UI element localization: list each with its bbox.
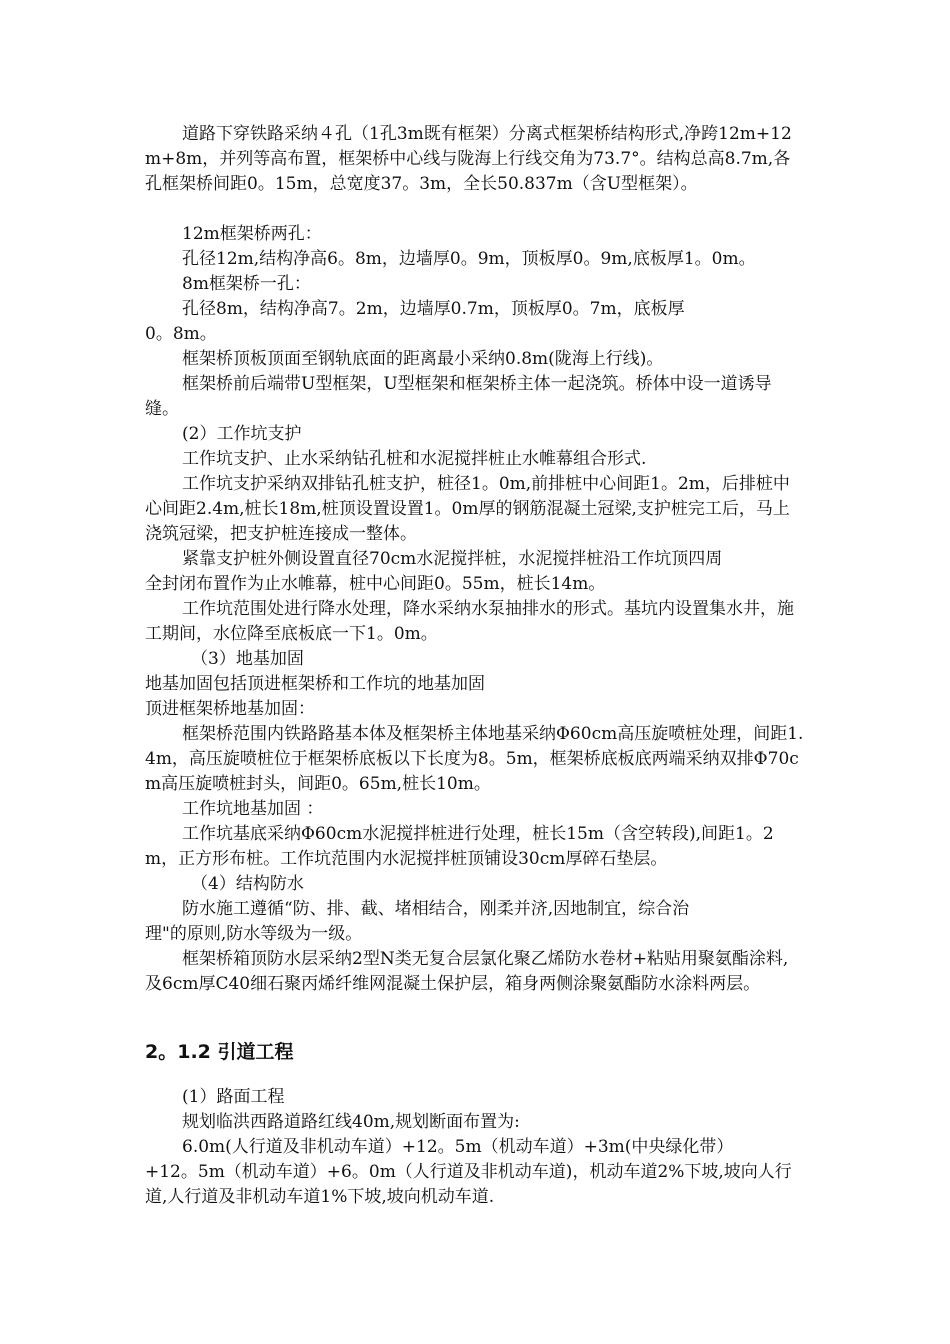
paragraph-8m-heading: 8m框架桥一孔： [182,274,311,294]
paragraph-12m-heading: 12m框架桥两孔： [182,224,322,244]
paragraph-8m-dims: 孔径8m，结构净高7。2m，边墙厚0.7m，顶板厚0。7m，底板厚 [182,299,685,319]
paragraph-section-layout-cont: +12。5m（机动车道）+6。0m（人行道及非机动车道)，机动车道2%下坡,坡向人行道,人行道及非机动车道1%下坡,坡向机动车道. [145,1162,792,1207]
paragraph-section-layout: 6.0m(人行道及非机动车道）+12。5m（机动车道）+3m(中央绿化带） [182,1137,734,1157]
paragraph-u-frame: 框架桥前后端带U型框架，U型框架和框架桥主体一起浇筑。桥体中设一道诱导缝。 [145,374,772,419]
paragraph-foundation-scope: 地基加固包括顶进框架桥和工作坑的地基加固 [145,674,485,694]
paragraph-mixing-piles: 紧靠支护桩外侧设置直径70cm水泥搅拌桩，水泥搅拌桩沿工作坑顶四周 [182,549,723,569]
section-heading-approach-road: 2。1.2 引道工程 [145,1041,294,1063]
paragraph-jacking-foundation: 顶进框架桥地基加固： [145,699,315,719]
paragraph-waterproof-principle: 防水施工遵循“防、排、截、堵相结合，刚柔并济,因地制宜，综合治 [182,899,690,919]
paragraph-waterproof-principle-cont: 理"的原则,防水等级为一级。 [145,924,363,944]
subheading-foundation: （3）地基加固 [191,649,304,669]
subheading-pavement: (1）路面工程 [182,1087,285,1107]
paragraph-dewatering: 工作坑范围处进行降水处理，降水采纳水泵抽排水的形式。基坑内设置集水井，施工期间，水位降至底板底一下1。0m。 [145,599,794,644]
paragraph-mixing-piles-cont: 全封闭布置作为止水帷幕，桩中心间距0。55m，桩长14m。 [145,574,606,594]
paragraph-8m-dims-cont: 0。8m。 [145,324,217,344]
subheading-waterproofing: （4）结构防水 [191,874,304,894]
paragraph-pit-foundation: 工作坑基底采纳Φ60cm水泥搅拌桩进行处理，桩长15m（含空转段),间距1。2m，正方形布桩。工作坑范围内水泥搅拌桩顶铺设30cm厚碎石垫层。 [145,824,774,869]
subheading-pit-support: (2）工作坑支护 [182,424,302,444]
paragraph-pit-support-piles: 工作坑支护采纳双排钻孔桩支护，桩径1。0m,前排桩中心间距1。2m，后排桩中心间距2.4m,桩长18m,桩顶设置设置1。0m厚的钢筋混凝土冠梁,支护桩完工后，马上浇筑冠梁，把支护桩连接成一整体。 [145,474,790,544]
paragraph-jet-grouting: 框架桥范围内铁路路基本体及框架桥主体地基采纳Φ60cm高压旋喷桩处理，间距1.4m，高压旋喷桩位于框架桥底板以下长度为8。5m，框架桥底板底两端采纳双排Φ70cm高压旋喷桩封头，间距0。65m,桩长10m。 [145,724,804,794]
paragraph-clearance: 框架桥顶板顶面至钢轨底面的距离最小采纳0.8m(陇海上行线)。 [182,349,664,369]
paragraph-red-line: 规划临洪西路道路红线40m,规划断面布置为: [182,1112,520,1132]
paragraph-12m-dims: 孔径12m,结构净高6。8m，边墙厚0。9m，顶板厚0。9m,底板厚1。0m。 [182,249,756,269]
paragraph-pit-foundation-heading: 工作坑地基加固 ： [182,799,324,819]
paragraph-pit-support-form: 工作坑支护、止水采纳钻孔桩和水泥搅拌桩止水帷幕组合形式. [182,449,647,469]
paragraph-structure-overview: 道路下穿铁路采纳４孔（1孔3m既有框架）分离式框架桥结构形式,净跨12m+12m+8m，并列等高布置，框架桥中心线与陇海上行线交角为73.7°。结构总高8.7m,各孔框架桥间距0。15m，总宽度37。3m，全长50.837m（含U型框架）。 [145,124,792,194]
paragraph-waterproof-layers: 框架桥箱顶防水层采纳2型N类无复合层氯化聚乙烯防水卷材+粘贴用聚氨酯涂料,及6cm厚C40细石聚丙烯纤维网混凝土保护层，箱身两侧涂聚氨酯防水涂料两层。 [145,949,789,994]
